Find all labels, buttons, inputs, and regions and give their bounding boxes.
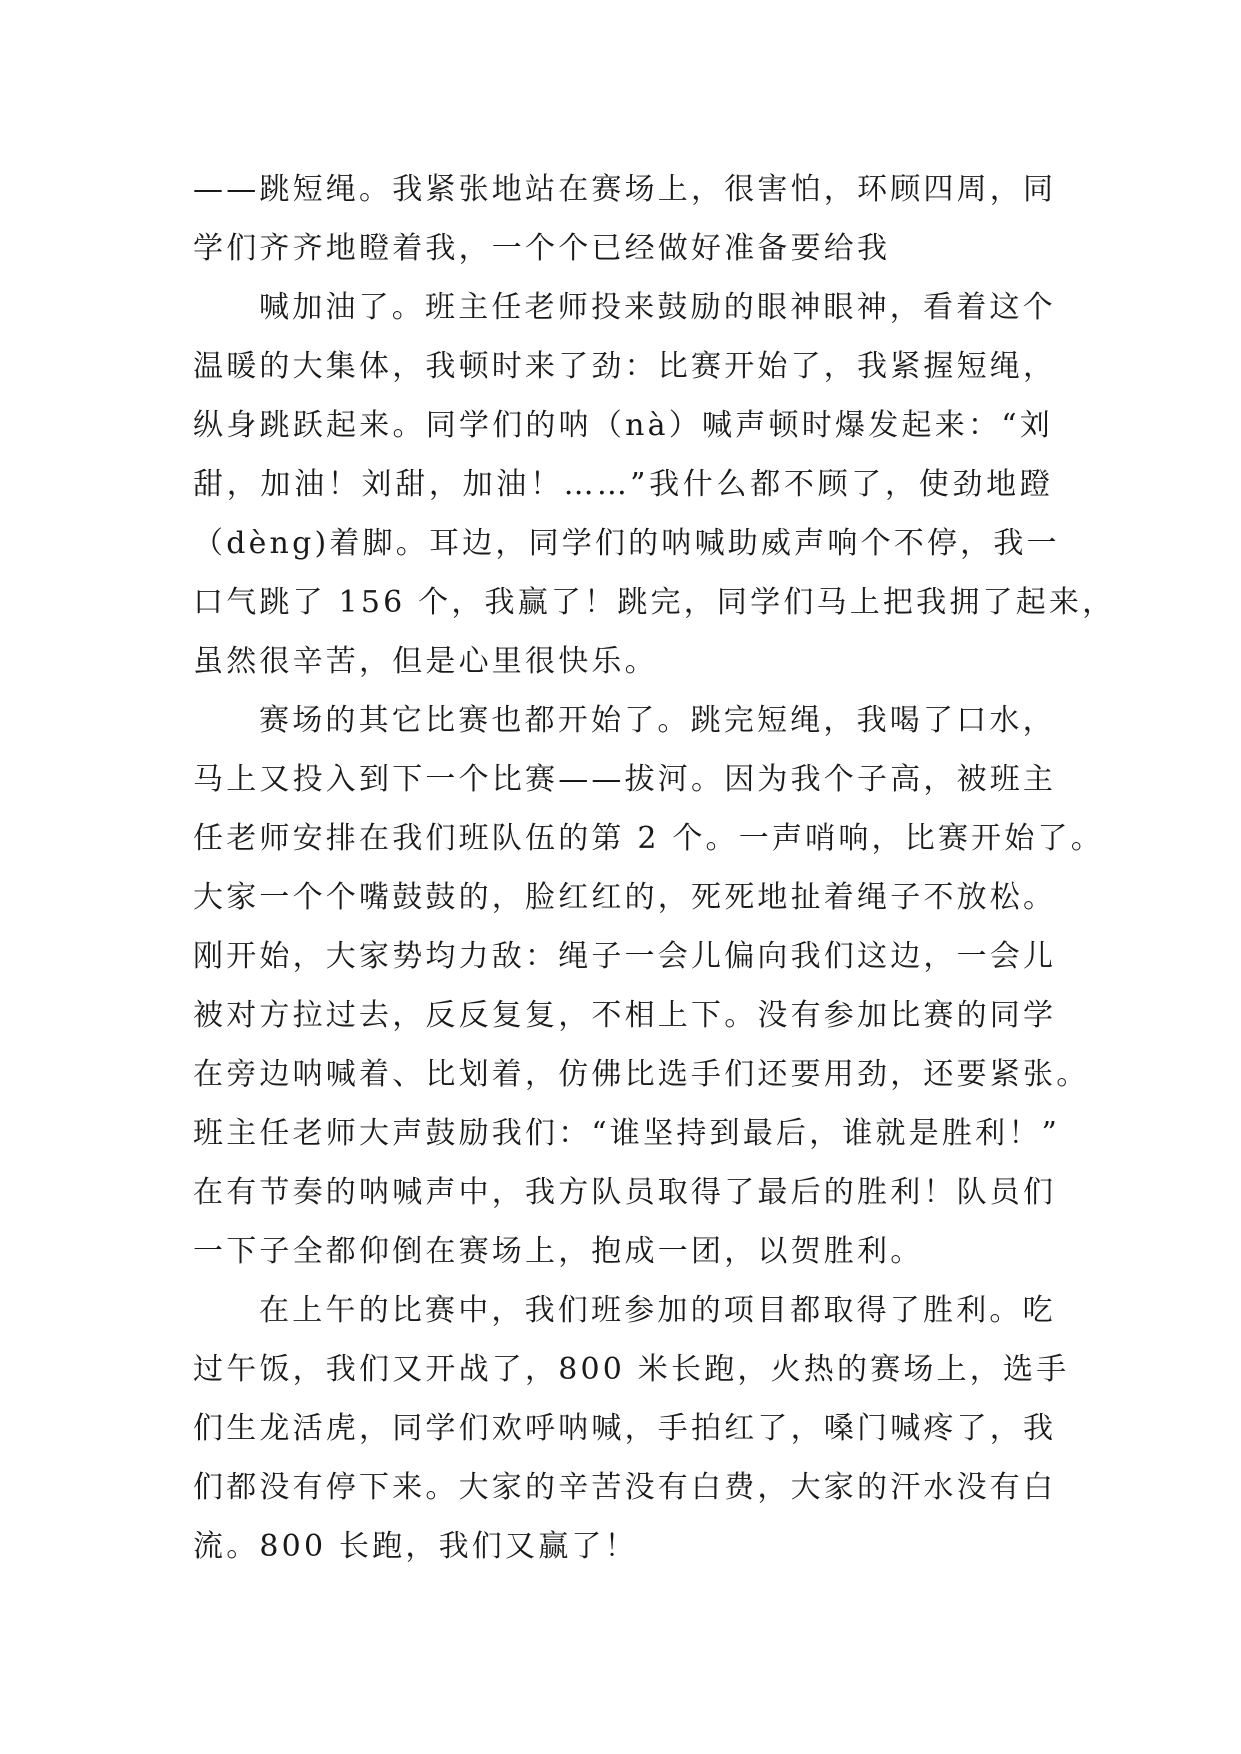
text-line: 纵身跳跃起来。同学们的呐（nà）喊声顿时爆发起来：“刘 (193, 408, 1053, 443)
paragraph-4 (193, 1281, 1070, 1576)
document-body (193, 160, 1116, 1576)
text-line: 赛场的其它比赛也都开始了。跳完短绳，我喝了口水， (259, 703, 1056, 738)
paragraph-2 (193, 278, 1116, 691)
text-line: 在有节奏的呐喊声中，我方队员取得了最后的胜利！队员们 (193, 1175, 1057, 1210)
text-line: 马上又投入到下一个比赛——拔河。因为我个子高，被班主 (193, 762, 1057, 797)
text-line: 大家一个个嘴鼓鼓的，脸红红的，死死地扯着绳子不放松。 (193, 880, 1057, 915)
text-line: 被对方拉过去，反反复复，不相上下。没有参加比赛的同学 (193, 998, 1057, 1033)
text-line: 任老师安排在我们班队伍的第 2 个。一声哨响，比赛开始了。 (193, 821, 1104, 856)
text-line: 在上午的比赛中，我们班参加的项目都取得了胜利。吃 (259, 1293, 1056, 1328)
text-line: 一下子全都仰倒在赛场上，抱成一团，以贺胜利。 (193, 1234, 924, 1269)
text-line: 们生龙活虎，同学们欢呼呐喊，手拍红了，嗓门喊疼了，我 (193, 1411, 1057, 1446)
text-line: ——跳短绳。我紧张地站在赛场上，很害怕，环顾四周，同 (193, 172, 1057, 207)
text-line: 们都没有停下来。大家的辛苦没有白费，大家的汗水没有白 (193, 1470, 1057, 1505)
text-line: 口气跳了 156 个，我赢了！跳完，同学们马上把我拥了起来， (193, 585, 1116, 620)
text-line: （dèng)着脚。耳边，同学们的呐喊助威声响个不停，我一 (193, 526, 1060, 561)
text-line: 喊加油了。班主任老师投来鼓励的眼神眼神，看着这个 (259, 290, 1056, 325)
text-line: 温暖的大集体，我顿时来了劲：比赛开始了，我紧握短绳， (193, 349, 1057, 384)
text-line: 学们齐齐地瞪着我，一个个已经做好准备要给我 (193, 231, 891, 266)
text-line: 虽然很辛苦，但是心里很快乐。 (193, 644, 658, 679)
text-line: 刚开始，大家势均力敌：绳子一会儿偏向我们这边，一会儿 (193, 939, 1057, 974)
paragraph-3 (193, 691, 1104, 1281)
text-line: 在旁边呐喊着、比划着，仿佛比选手们还要用劲，还要紧张。 (193, 1057, 1090, 1092)
text-line: 班主任老师大声鼓励我们：“谁坚持到最后，谁就是胜利！” (193, 1116, 1061, 1151)
text-line: 甜，加油！刘甜，加油！……”我什么都不顾了，使劲地蹬 (193, 467, 1053, 502)
text-line: 流。800 长跑，我们又赢了！ (193, 1529, 638, 1564)
paragraph-1 (193, 160, 1057, 278)
text-line: 过午饭，我们又开战了，800 米长跑，火热的赛场上，选手 (193, 1352, 1070, 1387)
